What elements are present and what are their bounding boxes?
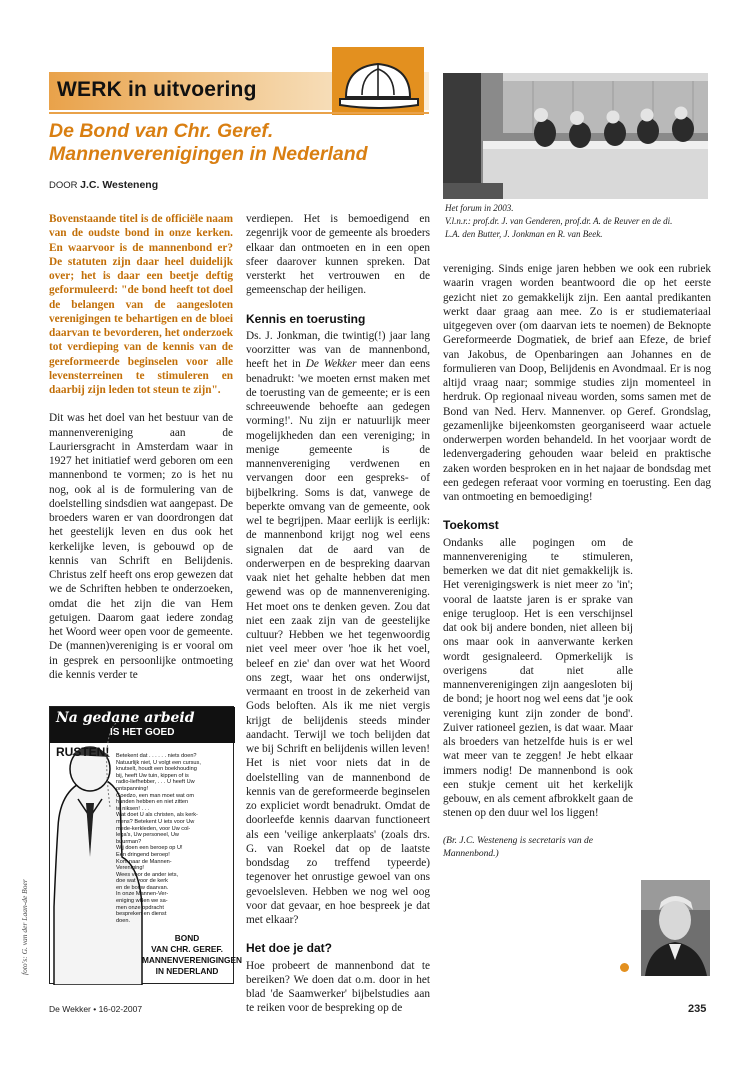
ad-text-line: doe wat voor de kerk [116, 878, 168, 885]
body-paragraph: Hoe probeert de mannenbond dat te bereiken? We doen dat o.m. door in het blad 'de Saamwerker' bijbelstudies aan te reiken voor de bespreking op de [246, 959, 430, 1015]
author-signoff: (Br. J.C. Westeneng is secretaris van de Mannenbond.) [443, 835, 593, 859]
ad-text-line: Goedzo, een man moet wat om [116, 792, 195, 799]
byline-prefix: DOOR [49, 180, 78, 191]
section-title: WERK in uitvoering [57, 78, 257, 101]
ad-text-line: Wat doet U als christen, als kerk- [116, 812, 198, 819]
body-paragraph: Dit was het doel van het bestuur van de mannenvereniging aan de Lauriersgracht in Amsterdam waar in 1927 het initiatief werd geboren om een mannenbond te vormen; zo is het nu nog, ook al is de formulering van de doelstelling sindsdien wat aangepast. De broeders waren er van doordrongen dat het geestelijk leven en dus ook het kerkelijke leven, is gebouwd op de kennis van Schrift en Belijdenis. Christus zelf heeft ons erop gewezen dat we de Schriften hebben te onderzoeken, omdat die het zijn die van Hem getuigen. Daarom gaat iedere zondag het Woord weer open voor de gemeente. De (mannen)vereniging is er vooral om in gesprek en persoonlijke ontmoeting die kennis verder te [49, 412, 233, 681]
ad-text-line: te niksen! . . . [116, 805, 150, 812]
author-portrait [641, 880, 710, 976]
body-paragraph: Ondanks alle pogingen om de mannenvereniging te stimuleren, bemerken we dat dit niet gemakkelijk is. Het verenigingswerk is niet meer zo 'in'; vooral de laatste jaren is er sprake van enige terugloop. Het is een verschijnsel dat ook bij andere bonden, niet alleen bij ons maar ook in aanverwante kerken wordt gesignaleerd. Opmerkelijk is overigens dat niet alle mannenverenigingen zijn aangesloten bij de bond; je hoort nog wel eens dat 'je ook vereniging kunt zijn zonder de bond'. Zuiver rationeel gezien, is dat waar. Maar als broeders van hetzelfde huis is er wel wat meer van te zeggen! Je hebt elkaar immers nodig! De mannenbond is ook een stukje cement uit het kerkelijk gebouw, en als cement afbrokkelt gaan de stenen op den duur wel los liggen! [443, 536, 633, 820]
ad-text-line: en de bouw daarvan. [116, 884, 169, 891]
ad-text-line: knutselt, houdt een boekhouding [116, 766, 197, 773]
article-headline [49, 120, 429, 166]
page-number: 235 [688, 1003, 707, 1015]
publication-name: De Wekker [305, 358, 357, 371]
ad-text-block [116, 753, 232, 924]
body-paragraph: verdiepen. Het is bemoedigend en zegenrijk voor de gemeente als broeders elkaar dan ontmoeten en in een open sfeer daarover kunnen spreken. Dat versterkt het vertrouwen en de gemeenschap der heiligen. [246, 213, 430, 297]
ad-text-line: Vereniging! [116, 865, 144, 872]
ad-headline-2: IS HET GOED [110, 727, 175, 738]
body-paragraph: vereniging. Sinds enige jaren hebben we ook een rubriek waarin vragen worden beantwoord die op het eerste gezicht niet zo gemakkelijk zijn. Een aantal predikanten werkt daar graag aan mee. Zo is er studiemateriaal uitgegeven over (om daarvan iets te noemen) de Beknopte Gereformeerde Dogmatiek, de brief aan Efeze, de brief van Jakobus, de Openbaringen aan Johannes en de formulieren van Doop, Belijdenis en Avondmaal. Er is nog altijd vraag naar; sommige studies zijn momenteel in herdruk. Op regionaal niveau worden, soms samen met de Bond van Ned. Herv. Mannenver. op Geref. Grondslag, gezamenlijke bijeenkomsten georganiseerd waar actuele onderwerpen worden behandeld. In het voorjaar wordt de ledenvergadering gehouden waar beleid en praktische zaken worden besproken en in het najaar de bondsdag met een gedegen referaat voor vorming en toerusting. Een dag van ontmoeting en bemoediging! [443, 263, 711, 503]
ad-text-line: In onze Mannen-Ver- [116, 891, 169, 898]
caption-line-3: L.A. den Butter, J. Jonkman en R. van Beek. [445, 229, 603, 239]
ad-text-line: mens? Betekent U iets voor Uw [116, 818, 195, 825]
forum-photo [443, 73, 708, 199]
text-run: Ds. J. Jonkman, die twintig(!) jaar lang voorzitter was van de mannenbond, heeft het in [246, 329, 430, 371]
ad-text-line: mede-kerkleden, voor Uw col- [116, 825, 191, 832]
ad-text-line: lega's, Uw personeel, Uw [116, 832, 179, 839]
banner-rule [49, 112, 429, 114]
end-of-article-bullet [620, 963, 629, 972]
ad-text-line: doen. [116, 917, 130, 924]
headline-line-1: De Bond van Chr. Geref. [49, 120, 274, 142]
ad-text-line: bij, heeft Uw tuin, kippen of is [116, 772, 189, 779]
subheading-toekomst: Toekomst [443, 518, 499, 533]
author-name: J.C. Westeneng [80, 179, 159, 191]
subheading-kennis: Kennis en toerusting [246, 311, 366, 326]
body-paragraph [246, 329, 430, 928]
ad-footer-4: IN NEDERLAND [155, 966, 219, 976]
footer-publication: De Wekker • 16-02-2007 [49, 1004, 143, 1014]
ad-text-line: Kom naar de Mannen- [116, 858, 172, 865]
ad-text-line: bespreken en dienst [116, 911, 167, 918]
column-1 [49, 212, 233, 696]
photo-credit: foto's: G. van der Laan-de Boer [20, 879, 29, 975]
ad-text-line: radio-liefhebber, . . . U heeft Uw [116, 779, 195, 786]
headline-line-2: Mannenverenigingen in Nederland [49, 143, 368, 165]
ad-footer [142, 933, 243, 977]
ad-text-line: eniging willen we sa- [116, 898, 168, 905]
ad-text-line: Wees voor de ander iets, [116, 871, 179, 878]
ad-headline-1: Na gedane arbeid [56, 710, 195, 726]
caption-line-1: Het forum in 2003. [445, 203, 514, 213]
ad-text-line: buurman? [116, 838, 142, 845]
byline [49, 179, 158, 191]
ad-headline-3: RUSTEN! [56, 745, 110, 759]
ad-text-line: Betekent dat . . . . . . niets doen? [116, 753, 197, 759]
ad-text-line: men onze opdracht [116, 904, 164, 911]
subheading-doe: Het doe je dat? [246, 941, 333, 956]
ad-footer-1: BOND [174, 933, 200, 943]
ad-text-line: Wij doen een beroep op U! [116, 845, 183, 852]
caption-line-2: V.l.n.r.: prof.dr. J. van Genderen, prof.dr. A. de Reuver en de di. [445, 216, 673, 226]
ad-text-line: Een dringend beroep! [116, 851, 170, 858]
ad-text-line: handen hebben en niet zitten [116, 799, 189, 806]
photo-caption [445, 202, 710, 241]
ad-text-line: Natuurlijk niet, U volgt een cursus, [116, 759, 201, 766]
text-run: meer dan eens benadrukt: 'we moeten ernst maken met de toerusting van de gemeente; er is een schreeuwende behoefte aan gedegen vorming!'. Nu zijn er natuurlijk meer mogelijkheden dan een vereniging; in menige gemeente is de mannenvereniging verdwenen en vervangen door een gespreks- of bijbelkring. Soms is dat, vanwege de beperkte omvang van de gemeente, ook wel te begrijpen. Maar eerlijk is eerlijk: de mannenbond krijgt nog wel eens signalen dat de aard van de onderwerpen en de bespreking daarvan vaak niet het gehalte hebben dat men gewend was op de mannenvereniging. Het moet ons te denken geven. Zou dat niet een zaak zijn van de geestelijke cultuur? Hebben we het tegenwoordig niet veel meer over 'hoe ik het voel, beleef en zie' dan over wat het Woord ons zegt, waar het ons onderwijst, vermaant en troost in de zekerheid van Gods beloften. Als ik me niet vergis krijgt de belijdenis steeds minder aandacht. Terwijl we toch belijden dat we bij Schrift en belijdenis willen leven! Het is niet voor niets dat in de doelstelling van de mannenbond de kennis van de gereformeerde beginselen zo expliciet wordt benadrukt. Omdat de doorleefde kennis daarvan functioneert als een 'veilige ankerplaats' (zoals drs. G. van Roekel dat op de laatste bondsdag zo treffend typeerde) tegenover het onrustige gewoel van ons gevoelsleven. Hebben we nog wel oog voor dat gevaar, en hoe bespreek je dat met elkaar? [246, 358, 431, 926]
intro-paragraph: Bovenstaande titel is de officiële naam van de oudste bond in onze kerken. En waarvoor is de mannenbond er? De statuten zijn daar heel duidelijk over; het is daar een beetje deftig geformuleerd: "de bond heeft tot doel de belangen van de aangesloten verenigingen te behartigen en de bloei daarvan te bevorderen, het onderzoek tot verdieping van de kennis van de gereformeerde beginselen voor alle levensterreinen te stimuleren en daarbij zijn leden tot steun te zijn". [49, 213, 233, 396]
column-3 [443, 262, 711, 875]
column-2 [246, 212, 430, 1030]
hard-hat-icon [332, 47, 424, 115]
historic-advertisement [49, 706, 243, 984]
ad-text-line: ontspanning! [116, 785, 149, 792]
ad-footer-2: VAN CHR. GEREF. [151, 944, 223, 954]
ad-footer-3: MANNENVERENIGINGEN [142, 955, 243, 965]
